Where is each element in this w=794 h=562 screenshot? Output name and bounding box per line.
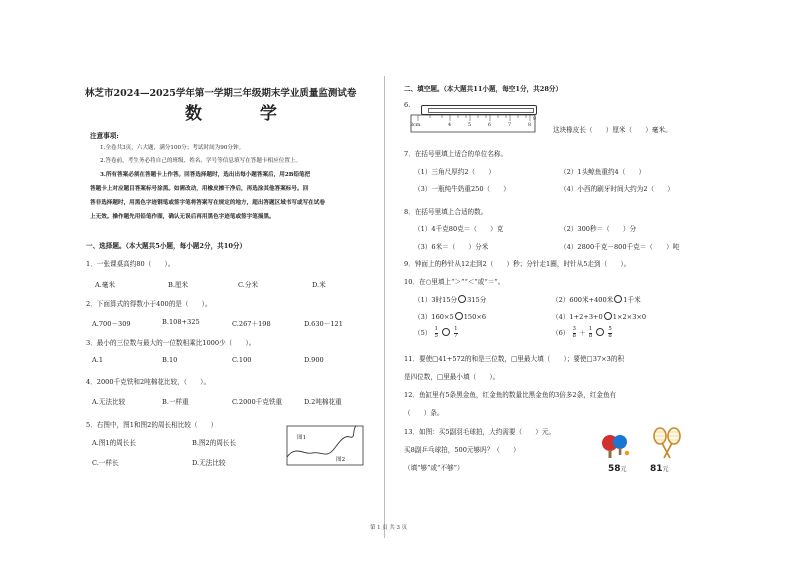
column-divider — [384, 76, 385, 538]
exam-title: 林芝市2024—2025学年第一学期三年级期末学业质量监测试卷 — [85, 88, 357, 99]
q6-number: 6. — [404, 101, 411, 109]
q4-option-b: B.一样重 — [162, 398, 189, 406]
ruler-tick-label: 8 — [528, 123, 532, 128]
ruler-tick-label: 6 — [488, 123, 492, 128]
ruler-unit-label: 3cm — [410, 123, 421, 128]
figure-label-2: 图2 — [336, 457, 346, 463]
q5-stem: 5．右图中，图1和图2的周长相比较（ ） — [86, 421, 218, 429]
ruler-graphic — [408, 114, 538, 134]
q7-part3: （3）一瓶纯牛奶重250（ ） — [414, 185, 510, 193]
q13-line3: （填“够”或“不够”） — [404, 464, 464, 472]
ruler-tick-label: 9 — [533, 117, 537, 122]
q8-stem: 8．在括号里填上合适的数。 — [404, 208, 488, 216]
notice-item: 答题卡上对应题目答案标号涂黑。如需改动，用橡皮擦干净后，再选涂其他答案标号。回 — [90, 186, 309, 192]
q10-part5: （5） $\frac{1}{5}$ $\frac{1}{7}$ — [414, 326, 458, 339]
badminton-racket-icon — [650, 427, 684, 461]
compare-circle[interactable] — [442, 328, 450, 336]
q2-option-c: C.267＋198 — [232, 320, 271, 328]
ping-pong-paddle-icon — [600, 433, 632, 461]
q1-option-a: A.毫米 — [95, 281, 116, 289]
q7-part2: （2）1头鲸鱼重约4（ ） — [560, 168, 646, 176]
q6-text: 这块橡皮长（ ）厘米（ ）毫米。 — [553, 126, 672, 134]
q4-option-a: A.无法比较 — [92, 398, 126, 406]
q7-stem: 7．在括号里填上适合的单位名称。 — [404, 150, 508, 158]
q4-stem: 4．2000千克铁和2吨棉花比较，（ ）。 — [86, 378, 211, 386]
fraction: $\frac{1}{8}$ — [588, 326, 593, 339]
compare-circle[interactable] — [604, 312, 612, 320]
q1-option-c: C.分米 — [238, 281, 259, 289]
q3-stem: 3．最小的三位数与最大的一位数相乘比1000少（ ）。 — [86, 339, 256, 347]
q12-line1: 12．鱼缸里有5条黑金鱼，红金鱼的数量比黑金鱼的3倍多2条，红金鱼有 — [404, 391, 617, 399]
fraction: $\frac{1}{7}$ — [454, 326, 458, 339]
q10-part2: （2）600米+400米 1千米 — [552, 296, 641, 304]
q5-option-c: C.一样长 — [92, 459, 119, 467]
q1-stem: 1．一张课桌高约80（ ）。 — [86, 260, 175, 268]
q1-option-b: B.厘米 — [168, 281, 189, 289]
fraction: $\frac{3}{8}$ — [572, 326, 576, 339]
figure-frame — [287, 426, 363, 465]
notice-heading: 注意事项: — [90, 132, 119, 140]
q3-option-d: D.900 — [304, 356, 324, 364]
q9-stem: 9．钟面上的秒针从12走到2（ ）秒；分针走1圈，时针从5走到（ ）。 — [404, 260, 631, 268]
compare-circle[interactable] — [455, 312, 463, 320]
q2-stem: 2．下面算式的得数小于400的是（ ）。 — [86, 300, 212, 308]
q2-option-a: A.700－309 — [92, 320, 131, 328]
q8-part3: （3）6米＝（ ）分米 — [414, 243, 489, 251]
figure-label-1: 图1 — [297, 435, 307, 441]
notice-item: 3.所有答案必须在答题卡上作答。回答选择题时，选出出每小题答案后，用2B铅笔把 — [100, 172, 311, 178]
fraction: $\frac{5}{8}$ — [608, 326, 612, 339]
ruler-tick-label: 4 — [448, 123, 452, 128]
q13-line1: 13．如图：买5副羽毛球拍，大约需要（ ）元。 — [404, 428, 556, 436]
notice-item: 上无效。操作题先用铅笔作图，确认无误后再用黑色字迹笔或签字笔描黑。 — [90, 214, 275, 220]
notice-item: 答非选择题时，用黑色字迹钢笔或签字笔将答案写在规定的地方，超出答题区域书写或写在试卷 — [90, 200, 325, 206]
q8-part1: （1）4千克80克＝（ ）克 — [414, 225, 504, 233]
page-number: 第 1 页 共 3 页 — [370, 525, 407, 531]
q2-option-d: D.630－121 — [304, 320, 343, 328]
section2-heading: 二、填空题。（本大题共11小题，每空1分，共28分） — [404, 85, 563, 93]
price-value: 58 — [608, 464, 621, 474]
q5-option-b: B.图2的周长长 — [192, 439, 237, 447]
notice-item: 2.答卷前，考生务必将自己的班级、姓名、学号等信息填写在答题卡相应位置上。 — [100, 158, 302, 164]
q10-part3: （3）160×5 150×6 — [414, 313, 487, 321]
q10-part4: （4）1+2+3+0 1×2×3×0 — [552, 313, 647, 321]
q8-part4: （4）2800千克－800千克＝（ ）吨 — [560, 243, 680, 251]
price-badminton: 81元 — [650, 464, 669, 474]
q8-part2: （2）300秒＝（ ）分 — [560, 225, 637, 233]
q10-part1: （1）3时15分 315分 — [414, 296, 487, 304]
q2-option-b: B.108+325 — [162, 318, 200, 326]
price-value: 81 — [650, 464, 663, 474]
eraser-band — [428, 108, 534, 113]
q7-part4: （4）小西的刷牙时间大约为2（ ） — [560, 185, 674, 193]
notice-item: 1.全卷共3页，六大题，满分100分；考试时间为90分钟。 — [100, 145, 245, 151]
q10-part6: （6） $\frac{3}{8}$ ＋ $\frac{1}{8}$ $\frac{5}{8}$ — [552, 326, 612, 339]
ruler-tick-label: 5 — [468, 123, 472, 128]
q12-line2: （ ）条。 — [404, 409, 444, 417]
q11-line1: 11．要使□41+572的和是三位数，□里最大填（ ）；要使□37×3的积 — [404, 355, 625, 363]
q5-option-d: D.无法比较 — [192, 459, 226, 467]
section1-heading: 一、选择题。（本大题共5小题，每小题2分，共10分） — [86, 242, 247, 250]
price-ping-pong: 58元 — [608, 464, 627, 474]
q3-option-a: A.1 — [92, 356, 104, 364]
q11-line2: 是四位数，□里最小填（ ）。 — [404, 373, 500, 381]
q3-option-b: B.10 — [162, 356, 178, 364]
q7-part1: （1）三角尺厚约2（ ） — [414, 168, 495, 176]
q1-option-d: D.米 — [312, 281, 326, 289]
perimeter-figure — [286, 425, 366, 467]
q13-line2: 买8副乒乓球拍，500元够吗？（ ） — [404, 446, 520, 454]
compare-circle[interactable] — [596, 328, 604, 336]
notice-section — [90, 130, 119, 140]
subject-title: 数 学 — [185, 104, 303, 124]
q5-option-a: A.图1的周长长 — [92, 439, 137, 447]
ruler-tick-label: 7 — [508, 123, 512, 128]
q10-stem: 10．在○里填上“＞”“＜”或“＝”。 — [404, 278, 505, 286]
q3-option-c: C.100 — [232, 356, 252, 364]
q4-option-d: D.2吨棉花重 — [304, 398, 342, 406]
fraction: $\frac{1}{5}$ — [434, 326, 438, 339]
q4-option-c: C.2000千克铁重 — [232, 398, 283, 406]
compare-circle[interactable] — [614, 295, 622, 303]
figure-divider-curve — [287, 426, 356, 457]
compare-circle[interactable] — [458, 295, 466, 303]
